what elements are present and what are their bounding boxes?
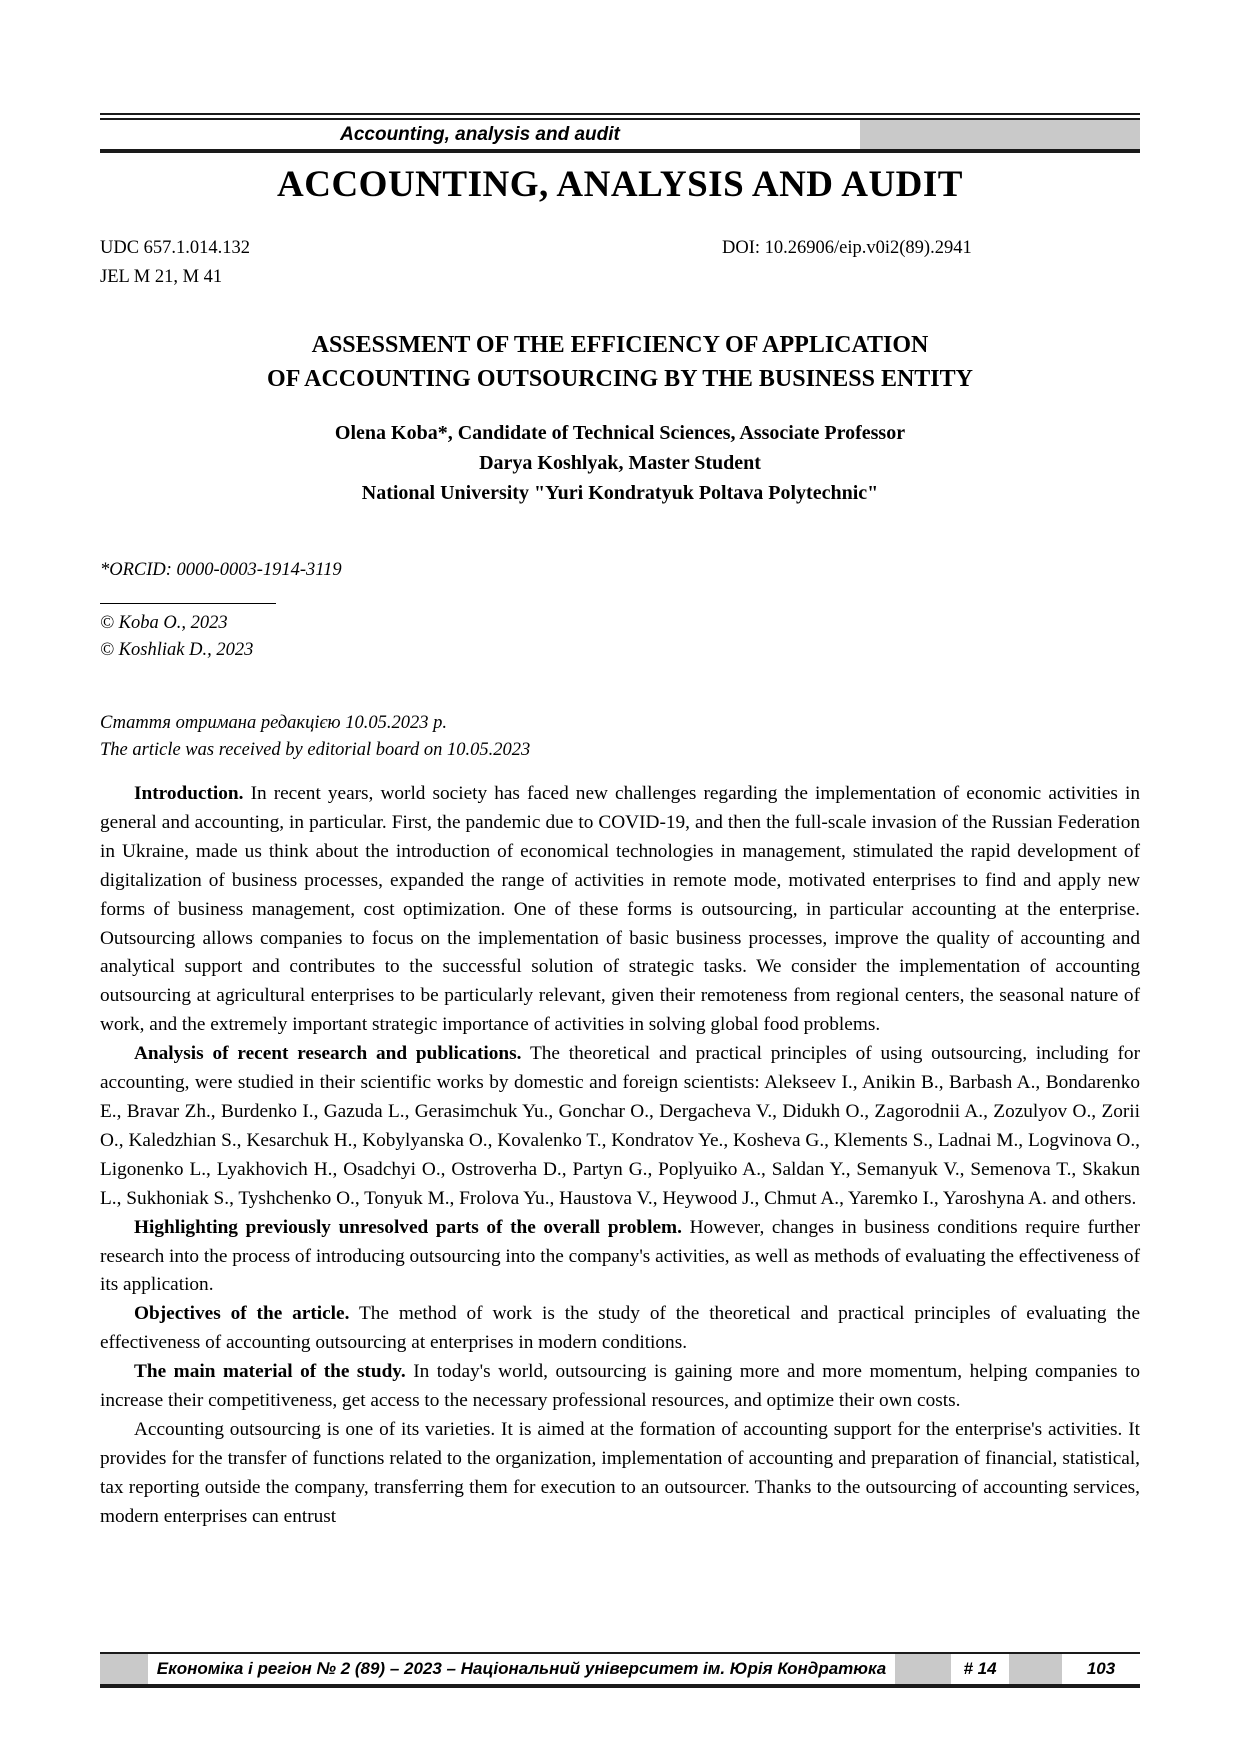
paragraph-lead: Objectives of the article. bbox=[134, 1303, 350, 1325]
received-line-uk: Стаття отримана редакцією 10.05.2023 р. bbox=[100, 713, 447, 733]
running-title: Accounting, analysis and audit bbox=[340, 123, 620, 145]
footer-gray-block bbox=[100, 1654, 148, 1684]
page-content bbox=[100, 0, 1140, 1532]
page-footer bbox=[100, 1652, 1140, 1688]
received-line-en: The article was received by editorial board on 10.05.2023 bbox=[100, 740, 531, 760]
udc-code: UDC 657.1.014.132 bbox=[100, 238, 251, 258]
paragraph-text: The theoretical and practical principles of using outsourcing, including for accounting, were studied in their scientific works by domestic and foreign scientists: Alekseev I., Anikin B., Barbash A., Bondarenko E., Bravar Zh., Burdenko I., Gazuda L., Gerasimchuk Yu., Gonchar O., Dergacheva V., Didukh O., Zagorodnii A., Zozulyov O., Zorii O., Kaledzhian S., Kesarchuk H., Kobylyanska O., Kovalenko T., Kondratov Ye., Kosheva G., Klements S., Ladnai M., Logvinova O., Ligonenko L., Lyakhovich H., Osadchyi O., Ostroverha D., Partyn G., Poplyuiko A., Saldan Y., Semanyuk V., Semenova T., Skakun L., Sukhoniak S., Tyshchenko O., Tonyuk M., Frolova Yu., Haustova V., Heywood J., Chmut A., Yaremko I., Yaroshyna A. and others. bbox=[100, 1043, 1140, 1209]
header-band bbox=[100, 120, 1140, 149]
paragraph-lead: Analysis of recent research and publications. bbox=[134, 1043, 522, 1065]
paragraph-text: In today's world, outsourcing is gaining more and more momentum, helping companies to increase their competitiveness, get access to the necessary professional resources, and optimize their own costs. bbox=[100, 1361, 1140, 1412]
paragraph-main-material bbox=[100, 1358, 1140, 1416]
paragraph-highlighting bbox=[100, 1214, 1140, 1301]
authors-block bbox=[100, 418, 1140, 508]
author-line: Olena Koba*, Candidate of Technical Sciences, Associate Professor bbox=[334, 422, 906, 444]
copyright-block bbox=[100, 610, 1140, 664]
received-block bbox=[100, 710, 1140, 764]
orcid-line: *ORCID: 0000-0003-1914-3119 bbox=[100, 560, 342, 580]
article-body bbox=[100, 780, 1140, 1532]
meta-row bbox=[100, 234, 1140, 292]
paragraph-accounting-outsourcing bbox=[100, 1416, 1140, 1532]
copyright-line: © Koshliak D., 2023 bbox=[100, 640, 254, 660]
doi: DOI: 10.26906/eip.v0i2(89).2941 bbox=[722, 238, 972, 258]
paragraph-introduction bbox=[100, 780, 1140, 1040]
copyright-separator-line bbox=[100, 603, 276, 604]
paragraph-analysis bbox=[100, 1040, 1140, 1213]
paragraph-text: However, changes in business conditions require further research into the process of introducing outsourcing into the company's activities, as well as methods of evaluating the effectiveness of its application. bbox=[100, 1216, 1140, 1296]
footer-band bbox=[100, 1652, 1140, 1688]
article-title bbox=[100, 328, 1140, 396]
paragraph-text: In recent years, world society has faced new challenges regarding the implementation of economic activities in general and accounting, in particular. First, the pandemic due to COVID-19, and then the full-scale invasion of the Russian Federation in Ukraine, made us think about the introduction of economical technologies in management, stimulated the rapid development of digitalization of business processes, expanded the range of activities in remote mode, motivated enterprises to find and apply new forms of business management, cost optimization. One of these forms is outsourcing, in particular accounting at the enterprise. Outsourcing allows companies to focus on the implementation of basic business processes, improve the quality of accounting and analytical support and contributes to the successful solution of strategic tasks. We consider the implementation of accounting outsourcing at agricultural enterprises to be particularly relevant, given their remoteness from regional centers, the seasonal nature of work, and the extremely important strategic importance of activities in solving global food problems. bbox=[100, 783, 1140, 1036]
jel-code: JEL M 21, M 41 bbox=[100, 267, 223, 287]
paragraph-lead: Introduction. bbox=[134, 783, 244, 804]
paragraph-objectives bbox=[100, 1300, 1140, 1358]
affiliation-line: National University "Yuri Kondratyuk Poltava Polytechnic" bbox=[361, 482, 879, 504]
article-title-line2: OF ACCOUNTING OUTSOURCING BY THE BUSINESS ENTITY bbox=[267, 366, 973, 392]
header-gray-block bbox=[860, 120, 1140, 149]
section-title: ACCOUNTING, ANALYSIS AND AUDIT bbox=[277, 164, 963, 205]
footer-page-number: 103 bbox=[1086, 1659, 1116, 1678]
author-line: Darya Koshlyak, Master Student bbox=[479, 452, 761, 474]
footer-gray-block bbox=[895, 1654, 951, 1684]
header-rule-bottom bbox=[100, 149, 1140, 153]
paragraph-lead: Highlighting previously unresolved parts of the overall problem. bbox=[134, 1216, 682, 1238]
paragraph-lead: The main material of the study. bbox=[134, 1361, 406, 1383]
paragraph-text: Accounting outsourcing is one of its varieties. It is aimed at the formation of accounting support for the enterprise's activities. It provides for the transfer of functions related to the organization, implementation of accounting and preparation of financial, statistical, tax reporting outside the company, transferring them for execution to an outsourcer. Thanks to the outsourcing of accounting services, modern enterprises can entrust bbox=[100, 1418, 1140, 1527]
running-header bbox=[100, 113, 1140, 153]
footer-gray-block bbox=[1009, 1654, 1062, 1684]
paragraph-text: The method of work is the study of the theoretical and practical principles of evaluating the effectiveness of accounting outsourcing at enterprises in modern conditions. bbox=[100, 1303, 1141, 1354]
copyright-line: © Koba O., 2023 bbox=[100, 613, 228, 633]
article-title-line1: ASSESSMENT OF THE EFFICIENCY OF APPLICATION bbox=[311, 332, 929, 358]
footer-issue-number: # 14 bbox=[963, 1659, 997, 1678]
footer-journal-line: Економіка і регіон № 2 (89) – 2023 – Національний університет ім. Юрія Кондратюка bbox=[156, 1659, 887, 1678]
